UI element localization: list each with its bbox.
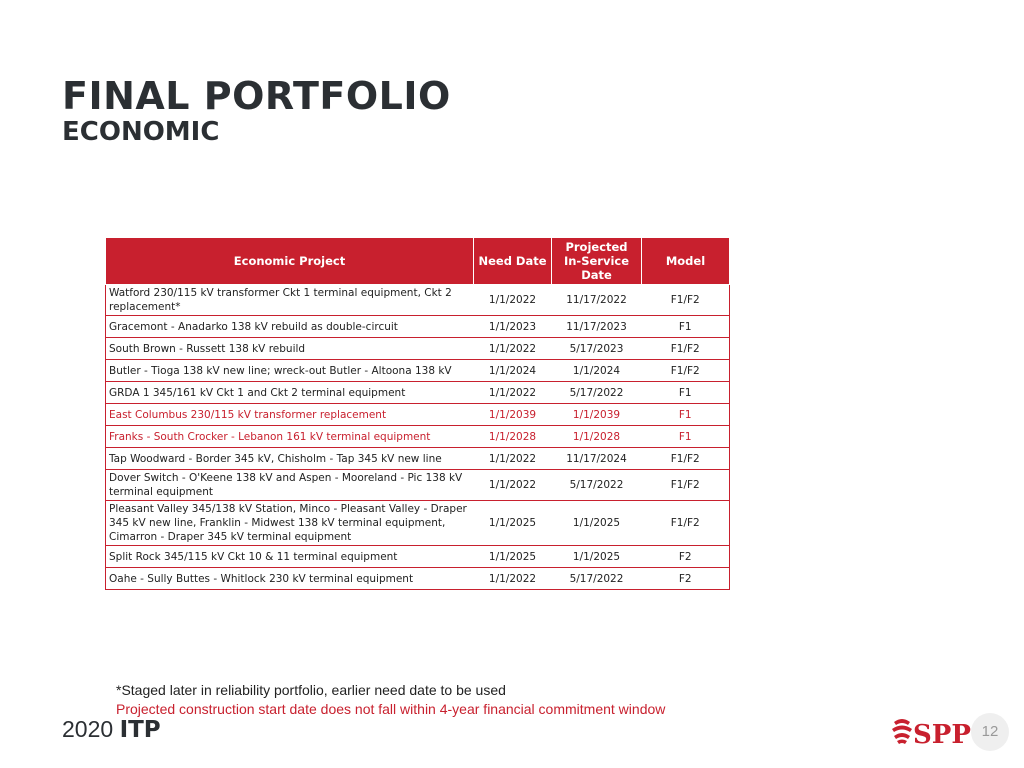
project-cell: Pleasant Valley 345/138 kV Station, Minco - Pleasant Valley - Draper 345 kV new line, Franklin - Midwest 138 kV terminal equipment, Cimarron - Draper 345 kV terminal equipment <box>106 501 474 546</box>
in-service-date-cell: 11/17/2024 <box>552 448 642 470</box>
header-model: Model <box>642 238 730 285</box>
svg-text:SPP: SPP <box>913 720 971 750</box>
project-cell: East Columbus 230/115 kV transformer replacement <box>106 404 474 426</box>
in-service-date-cell: 5/17/2022 <box>552 568 642 590</box>
header-projected-in-service-date: Projected In-Service Date <box>552 238 642 285</box>
model-cell: F1/F2 <box>642 501 730 546</box>
footnote-commitment-window: Projected construction start date does not fall within 4-year financial commitment window <box>116 701 666 717</box>
footer-program: ITP <box>119 717 161 743</box>
model-cell: F1 <box>642 382 730 404</box>
in-service-date-cell: 1/1/2025 <box>552 546 642 568</box>
project-cell: Watford 230/115 kV transformer Ckt 1 terminal equipment, Ckt 2 replacement* <box>106 285 474 316</box>
model-cell: F1/F2 <box>642 338 730 360</box>
in-service-date-cell: 5/17/2023 <box>552 338 642 360</box>
model-cell: F2 <box>642 546 730 568</box>
model-cell: F1/F2 <box>642 448 730 470</box>
table-row <box>106 338 730 360</box>
footnote-staged: *Staged later in reliability portfolio, earlier need date to be used <box>116 682 506 698</box>
header-need-date: Need Date <box>474 238 552 285</box>
in-service-date-cell: 1/1/2024 <box>552 360 642 382</box>
in-service-date-cell: 1/1/2025 <box>552 501 642 546</box>
in-service-date-cell: 1/1/2028 <box>552 426 642 448</box>
need-date-cell: 1/1/2022 <box>474 285 552 316</box>
table-row <box>106 426 730 448</box>
model-cell: F1/F2 <box>642 470 730 501</box>
page-subtitle: ECONOMIC <box>62 117 220 147</box>
need-date-cell: 1/1/2039 <box>474 404 552 426</box>
project-cell: Tap Woodward - Border 345 kV, Chisholm - Tap 345 kV new line <box>106 448 474 470</box>
model-cell: F2 <box>642 568 730 590</box>
project-cell: Franks - South Crocker - Lebanon 161 kV terminal equipment <box>106 426 474 448</box>
footer-year: 2020 <box>62 716 114 742</box>
table-row <box>106 285 730 316</box>
model-cell: F1/F2 <box>642 285 730 316</box>
table-row <box>106 360 730 382</box>
project-cell: Gracemont - Anadarko 138 kV rebuild as double-circuit <box>106 316 474 338</box>
spp-logo-icon <box>890 710 971 750</box>
need-date-cell: 1/1/2022 <box>474 338 552 360</box>
need-date-cell: 1/1/2022 <box>474 470 552 501</box>
table-row <box>106 382 730 404</box>
need-date-cell: 1/1/2022 <box>474 568 552 590</box>
model-cell: F1 <box>642 404 730 426</box>
table-row <box>106 470 730 501</box>
table-row <box>106 448 730 470</box>
model-cell: F1 <box>642 316 730 338</box>
footer-program-label <box>62 716 161 743</box>
project-cell: GRDA 1 345/161 kV Ckt 1 and Ckt 2 terminal equipment <box>106 382 474 404</box>
table-header-row <box>106 238 730 285</box>
in-service-date-cell: 5/17/2022 <box>552 470 642 501</box>
need-date-cell: 1/1/2023 <box>474 316 552 338</box>
table-row <box>106 546 730 568</box>
project-cell: Oahe - Sully Buttes - Whitlock 230 kV terminal equipment <box>106 568 474 590</box>
in-service-date-cell: 11/17/2023 <box>552 316 642 338</box>
in-service-date-cell: 5/17/2022 <box>552 382 642 404</box>
need-date-cell: 1/1/2024 <box>474 360 552 382</box>
need-date-cell: 1/1/2028 <box>474 426 552 448</box>
project-cell: South Brown - Russett 138 kV rebuild <box>106 338 474 360</box>
model-cell: F1 <box>642 426 730 448</box>
project-cell: Dover Switch - O'Keene 138 kV and Aspen - Mooreland - Pic 138 kV terminal equipment <box>106 470 474 501</box>
header-economic-project: Economic Project <box>106 238 474 285</box>
project-cell: Butler - Tioga 138 kV new line; wreck-out Butler - Altoona 138 kV <box>106 360 474 382</box>
need-date-cell: 1/1/2025 <box>474 546 552 568</box>
table-row <box>106 568 730 590</box>
table-row <box>106 501 730 546</box>
need-date-cell: 1/1/2022 <box>474 448 552 470</box>
need-date-cell: 1/1/2025 <box>474 501 552 546</box>
table-row <box>106 316 730 338</box>
page-title: FINAL PORTFOLIO <box>62 74 451 118</box>
in-service-date-cell: 11/17/2022 <box>552 285 642 316</box>
economic-project-table <box>105 237 730 590</box>
page-number: 12 <box>971 713 1009 751</box>
table-row <box>106 404 730 426</box>
in-service-date-cell: 1/1/2039 <box>552 404 642 426</box>
model-cell: F1/F2 <box>642 360 730 382</box>
need-date-cell: 1/1/2022 <box>474 382 552 404</box>
project-cell: Split Rock 345/115 kV Ckt 10 & 11 terminal equipment <box>106 546 474 568</box>
